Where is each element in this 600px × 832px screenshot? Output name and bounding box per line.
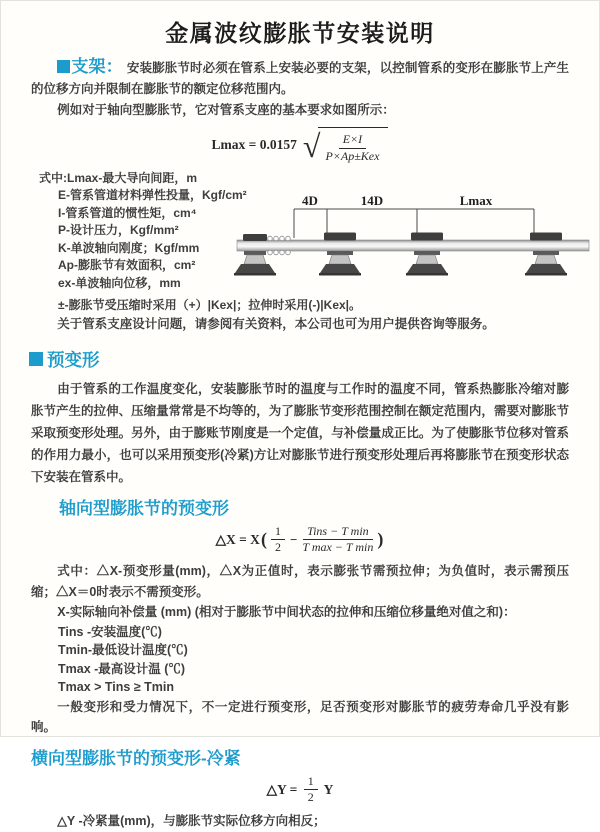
half-fraction: $\frac{1}{2}$ [271,525,285,556]
fraction-numerator: E×I [339,133,366,149]
pipe [237,240,589,251]
diagram-label-14d: 14D [360,192,384,208]
sqrt-body [318,127,388,164]
support-note: 关于管系支座设计问题，请参阅有关资料，本公司也可为用户提供咨询等服务。 [57,316,495,331]
axial-paragraph-1: 式中：△X-预变形量(mm)，△X为正值时，表示膨张节需预拉伸；为负值时，表示需预压缩；△X＝0时表示不需预变形。 [31,564,569,599]
left-paren: ( [260,529,267,550]
diagram-label-lmax: Lmax [459,192,493,208]
formula-lateral-lhs: △Y = [266,781,301,797]
support-spacing-diagram [237,194,595,290]
definition-line: Ap-膨胀节有效面积，cm² [58,258,196,273]
section-marker-icon [57,60,70,73]
support-example-line: 例如对于轴向型膨胀节，它对管系支座的基本要求如图所示： [57,103,395,117]
sqrt-sign: √ [302,127,321,164]
fraction-denominator: P×Ap±Kex [325,148,380,163]
right-paren: ) [377,529,384,550]
formula-lateral-rhs: Y [320,781,334,797]
pipe-support [319,232,361,275]
temperature-fraction: $\frac{\text{Tins − T min}}{\text{T max − T min}}$ [302,523,374,555]
subheading-lateral: 横向型膨胀节的预变形-冷紧 [31,748,241,768]
diagram-label-4d: 4D [302,192,318,208]
pipe-support [406,232,448,275]
formula-lmax-lhs: Lmax = 0.0157 [211,137,297,153]
minus-operator: − [289,531,298,547]
axial-paragraph-2: X-实际轴向补偿量 (mm) (相对于膨胀节中间状态的拉伸和压缩位移量绝对值之和)： [57,605,516,620]
definition-line: 式中:Lmax-最大导向间距，m [39,170,198,185]
definition-line: E-管系管道材料弹性投量，Kgf/cm² [58,188,247,203]
definition-line-plus-minus: ±-膨胀节受压缩时采用（+）|Kex|；拉伸时采用(-)|Kex|。 [58,297,362,312]
section-marker-icon [29,352,43,366]
section-heading-support: 支架： [71,57,123,76]
definition-line: P-设计压力，Kgf/mm² [58,223,179,238]
definition-line: I-管系管道的惯性矩，cm⁴ [58,205,197,220]
formula-axial [1,525,599,556]
predeform-paragraph: 由于管系的工作温度变化，安装膨胀节时的温度与工作时的温度不同，管系热膨胀冷缩对膨胀节产生的拉伸、压缩量常常是不均等的，为了膨胀节变形范围控制在额定范围内，需要对膨胀节采取预变形处理。另外，由于膨账节刚度是一个定值，与补偿量成正比。为了使膨胀节位移对管系的作用力最小，也可以采用预变形(冷紧)方让对膨胀节进行预变形处理后再将膨胀节在预变形状态下安装在管系中。 [31,381,569,484]
lateral-paragraph: △Y -冷紧量(mm)，与膨胀节实际位移方向相反； [57,814,326,829]
pipe-support [525,232,567,275]
temp-line: Tmax -最高设计温 (℃) [58,661,186,676]
axial-paragraph-3: 一般变形和受力情况下，不一定进行预变形，足否预变形对膨胀节的疲劳寿命几乎没有影响。 [31,699,569,735]
definition-line: ex-单波轴向位移，mm [58,275,181,290]
page-title: 金属波纹膨胀节安装说明 [165,20,435,46]
definitions-and-diagram [39,170,599,294]
temp-line: Tmin-最低设计温度(℃) [58,643,188,658]
half-fraction: $\frac{1}{2}$ [304,775,318,806]
temperature-definitions [58,623,569,697]
formula-lateral [1,775,599,806]
definition-line: K-单波轴向刚度；Kgf/mm [58,240,200,255]
support-paragraph-text: 安装膨胀节时必须在管系上安装必要的支架，以控制管系的变形在膨胀节上产生的位移方向并限制在膨胀节的额定位移范围内。 [31,61,569,96]
formula-lmax [1,127,599,164]
subheading-axial: 轴向型膨胀节的预变形 [59,498,229,518]
support-paragraph [31,56,569,100]
section-heading-predeform: 预变形 [29,347,599,372]
temp-line: Tins -安装温度(℃) [58,624,162,639]
temp-line: Tmax > Tins ≥ Tmin [58,680,175,695]
formula-lmax-fraction [325,133,379,164]
formula-axial-lhs: △X = X [215,531,260,547]
